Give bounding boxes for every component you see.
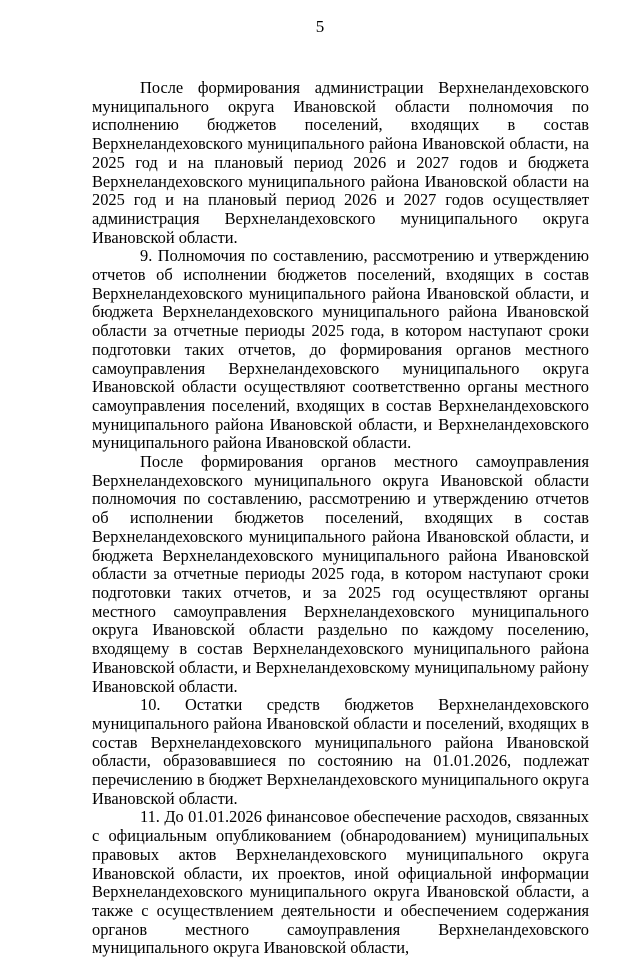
- paragraph-item-10: 10. Остатки средств бюджетов Верхнеландеховского муниципального района Ивановской области и поселений, входящих в состав Верхнеландеховского муниципального района Ивановской области, образовавшиеся по состоянию на 01.01.2026, подлежат перечислению в бюджет Верхнеландеховского муниципального округа Ивановской области.: [92, 695, 589, 808]
- page-number: 5: [315, 17, 325, 36]
- paragraph-item-9: 9. Полномочия по составлению, рассмотрению и утверждению отчетов об исполнении бюджетов поселений, входящих в состав Верхнеландеховского муниципального района Ивановской области, и бюджета Верхнеландеховского муниципального района Ивановской области за отчетные периоды 2025 года, в котором наступают сроки подготовки таких отчетов, до формирования органов местного самоуправления Верхнеландеховского муниципального округа Ивановской области осуществляют соответственно органы местного самоуправления поселений, входящих в состав Верхнеландеховского муниципального района Ивановской области, и Верхнеландеховского муниципального района Ивановской области.: [92, 246, 589, 453]
- paragraph-item-11: 11. До 01.01.2026 финансовое обеспечение расходов, связанных с официальным опубликованием (обнародованием) муниципальных правовых актов Верхнеландеховского муниципального округа Ивановской области, их проектов, иной официальной информации Верхнеландеховского муниципального округа Ивановской области, а также с осуществлением деятельности и обеспечением содержания органов местного самоуправления Верхнеландеховского муниципального округа Ивановской области,: [92, 807, 589, 958]
- document-body: [92, 79, 589, 958]
- paragraph-after-admin-formation: После формирования администрации Верхнеландеховского муниципального округа Ивановской области полномочия по исполнению бюджетов поселений, входящих в состав Верхнеландеховского муниципального района Ивановской области, на 2025 год и на плановый период 2026 и 2027 годов и бюджета Верхнеландеховского муниципального района Ивановской области на 2025 год и на плановый период 2026 и 2027 годов осуществляет администрация Верхнеландеховского муниципального округа Ивановской области.: [92, 78, 589, 247]
- paragraph-after-bodies-formation: После формирования органов местного самоуправления Верхнеландеховского муниципального округа Ивановской области полномочия по составлению, рассмотрению и утверждению отчетов об исполнении бюджетов поселений, входящих в состав Верхнеландеховского муниципального района Ивановской области, и бюджета Верхнеландеховского муниципального района Ивановской области за отчетные периоды 2025 года, в котором наступают сроки подготовки таких отчетов, и за 2025 год осуществляют органы местного самоуправления Верхнеландеховского муниципального округа Ивановской области раздельно по каждому поселению, входящему в состав Верхнеландеховского муниципального района Ивановской области, и Верхнеландеховскому муниципальному району Ивановской области.: [92, 452, 589, 696]
